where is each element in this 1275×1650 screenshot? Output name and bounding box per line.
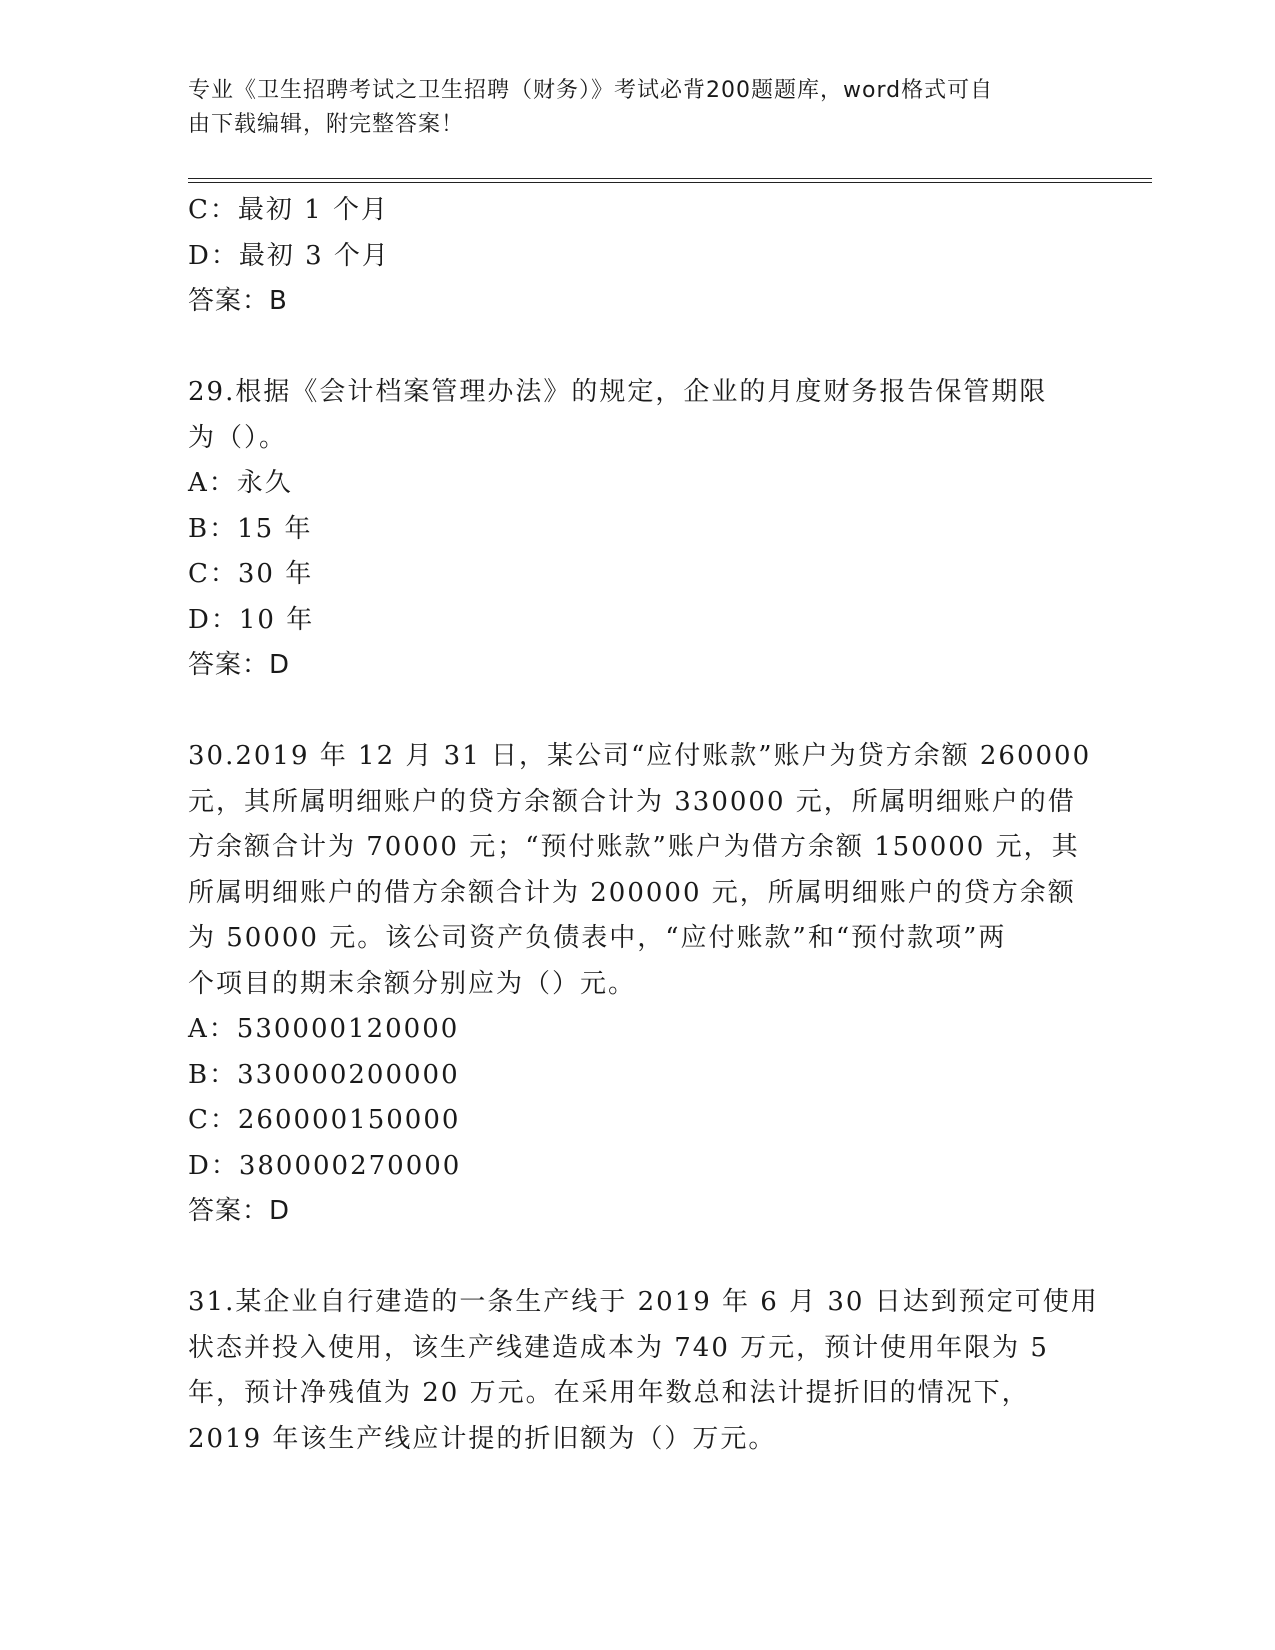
question-stem-line: 为（）。 bbox=[188, 422, 288, 453]
question-stem-line: 年，预计净残值为 20 万元。在采用年数总和法计提折旧的情况下， bbox=[188, 1378, 1030, 1408]
question-stem-line: 30.2019 年 12 月 31 日，某公司“应付账款”账户为贷方余额 260000 bbox=[188, 741, 1092, 771]
question-31 bbox=[188, 1280, 1099, 1462]
option-d: D：10 年 bbox=[188, 604, 315, 635]
option-c: C：最初 1 个月 bbox=[188, 195, 389, 225]
option-a: A：530000120000 bbox=[188, 1014, 460, 1044]
header-divider-top bbox=[188, 178, 1152, 179]
question-stem-line: 元，其所属明细账户的贷方余额合计为 330000 元，所属明细账户的借 bbox=[188, 786, 1076, 817]
question-stem-line: 所属明细账户的借方余额合计为 200000 元，所属明细账户的贷方余额 bbox=[188, 877, 1076, 908]
option-c: C：30 年 bbox=[188, 559, 314, 589]
document-body bbox=[188, 188, 1099, 1462]
answer: 答案：D bbox=[188, 1196, 291, 1226]
spacer bbox=[188, 689, 1088, 735]
option-d: D：380000270000 bbox=[188, 1150, 462, 1181]
option-b: B：15 年 bbox=[188, 513, 313, 544]
header-line-1: 专业《卫生招聘考试之卫生招聘（财务）》考试必背200题题库，word格式可自 bbox=[188, 78, 994, 103]
question-stem-line: 方余额合计为 70000 元；“预付账款”账户为借方余额 150000 元，其 bbox=[188, 832, 1080, 862]
option-b: B：330000200000 bbox=[188, 1059, 460, 1090]
answer: 答案：D bbox=[188, 650, 291, 680]
question-stem-line: 2019 年该生产线应计提的折旧额为（）万元。 bbox=[188, 1423, 777, 1454]
spacer bbox=[188, 325, 1088, 371]
question-stem-line: 31.某企业自行建造的一条生产线于 2019 年 6 月 30 日达到预定可使用 bbox=[188, 1287, 1099, 1317]
document-header bbox=[188, 74, 1068, 142]
option-c: C：260000150000 bbox=[188, 1105, 461, 1135]
question-30 bbox=[188, 734, 1092, 1235]
question-28 bbox=[188, 188, 1088, 325]
header-line-2: 由下载编辑，附完整答案！ bbox=[188, 112, 465, 137]
answer: 答案：B bbox=[188, 286, 288, 316]
question-stem-line: 个项目的期末余额分别应为（）元。 bbox=[188, 968, 637, 999]
question-stem-line: 29.根据《会计档案管理办法》的规定，企业的月度财务报告保管期限 bbox=[188, 377, 1048, 407]
question-29 bbox=[188, 370, 1088, 689]
option-d: D：最初 3 个月 bbox=[188, 240, 390, 271]
spacer bbox=[188, 1235, 1088, 1281]
header-divider-bottom bbox=[188, 182, 1152, 183]
question-stem-line: 状态并投入使用，该生产线建造成本为 740 万元，预计使用年限为 5 bbox=[188, 1332, 1049, 1363]
option-a: A：永久 bbox=[188, 468, 293, 498]
question-stem-line: 为 50000 元。该公司资产负债表中，“应付账款”和“预付款项”两 bbox=[188, 923, 1007, 953]
